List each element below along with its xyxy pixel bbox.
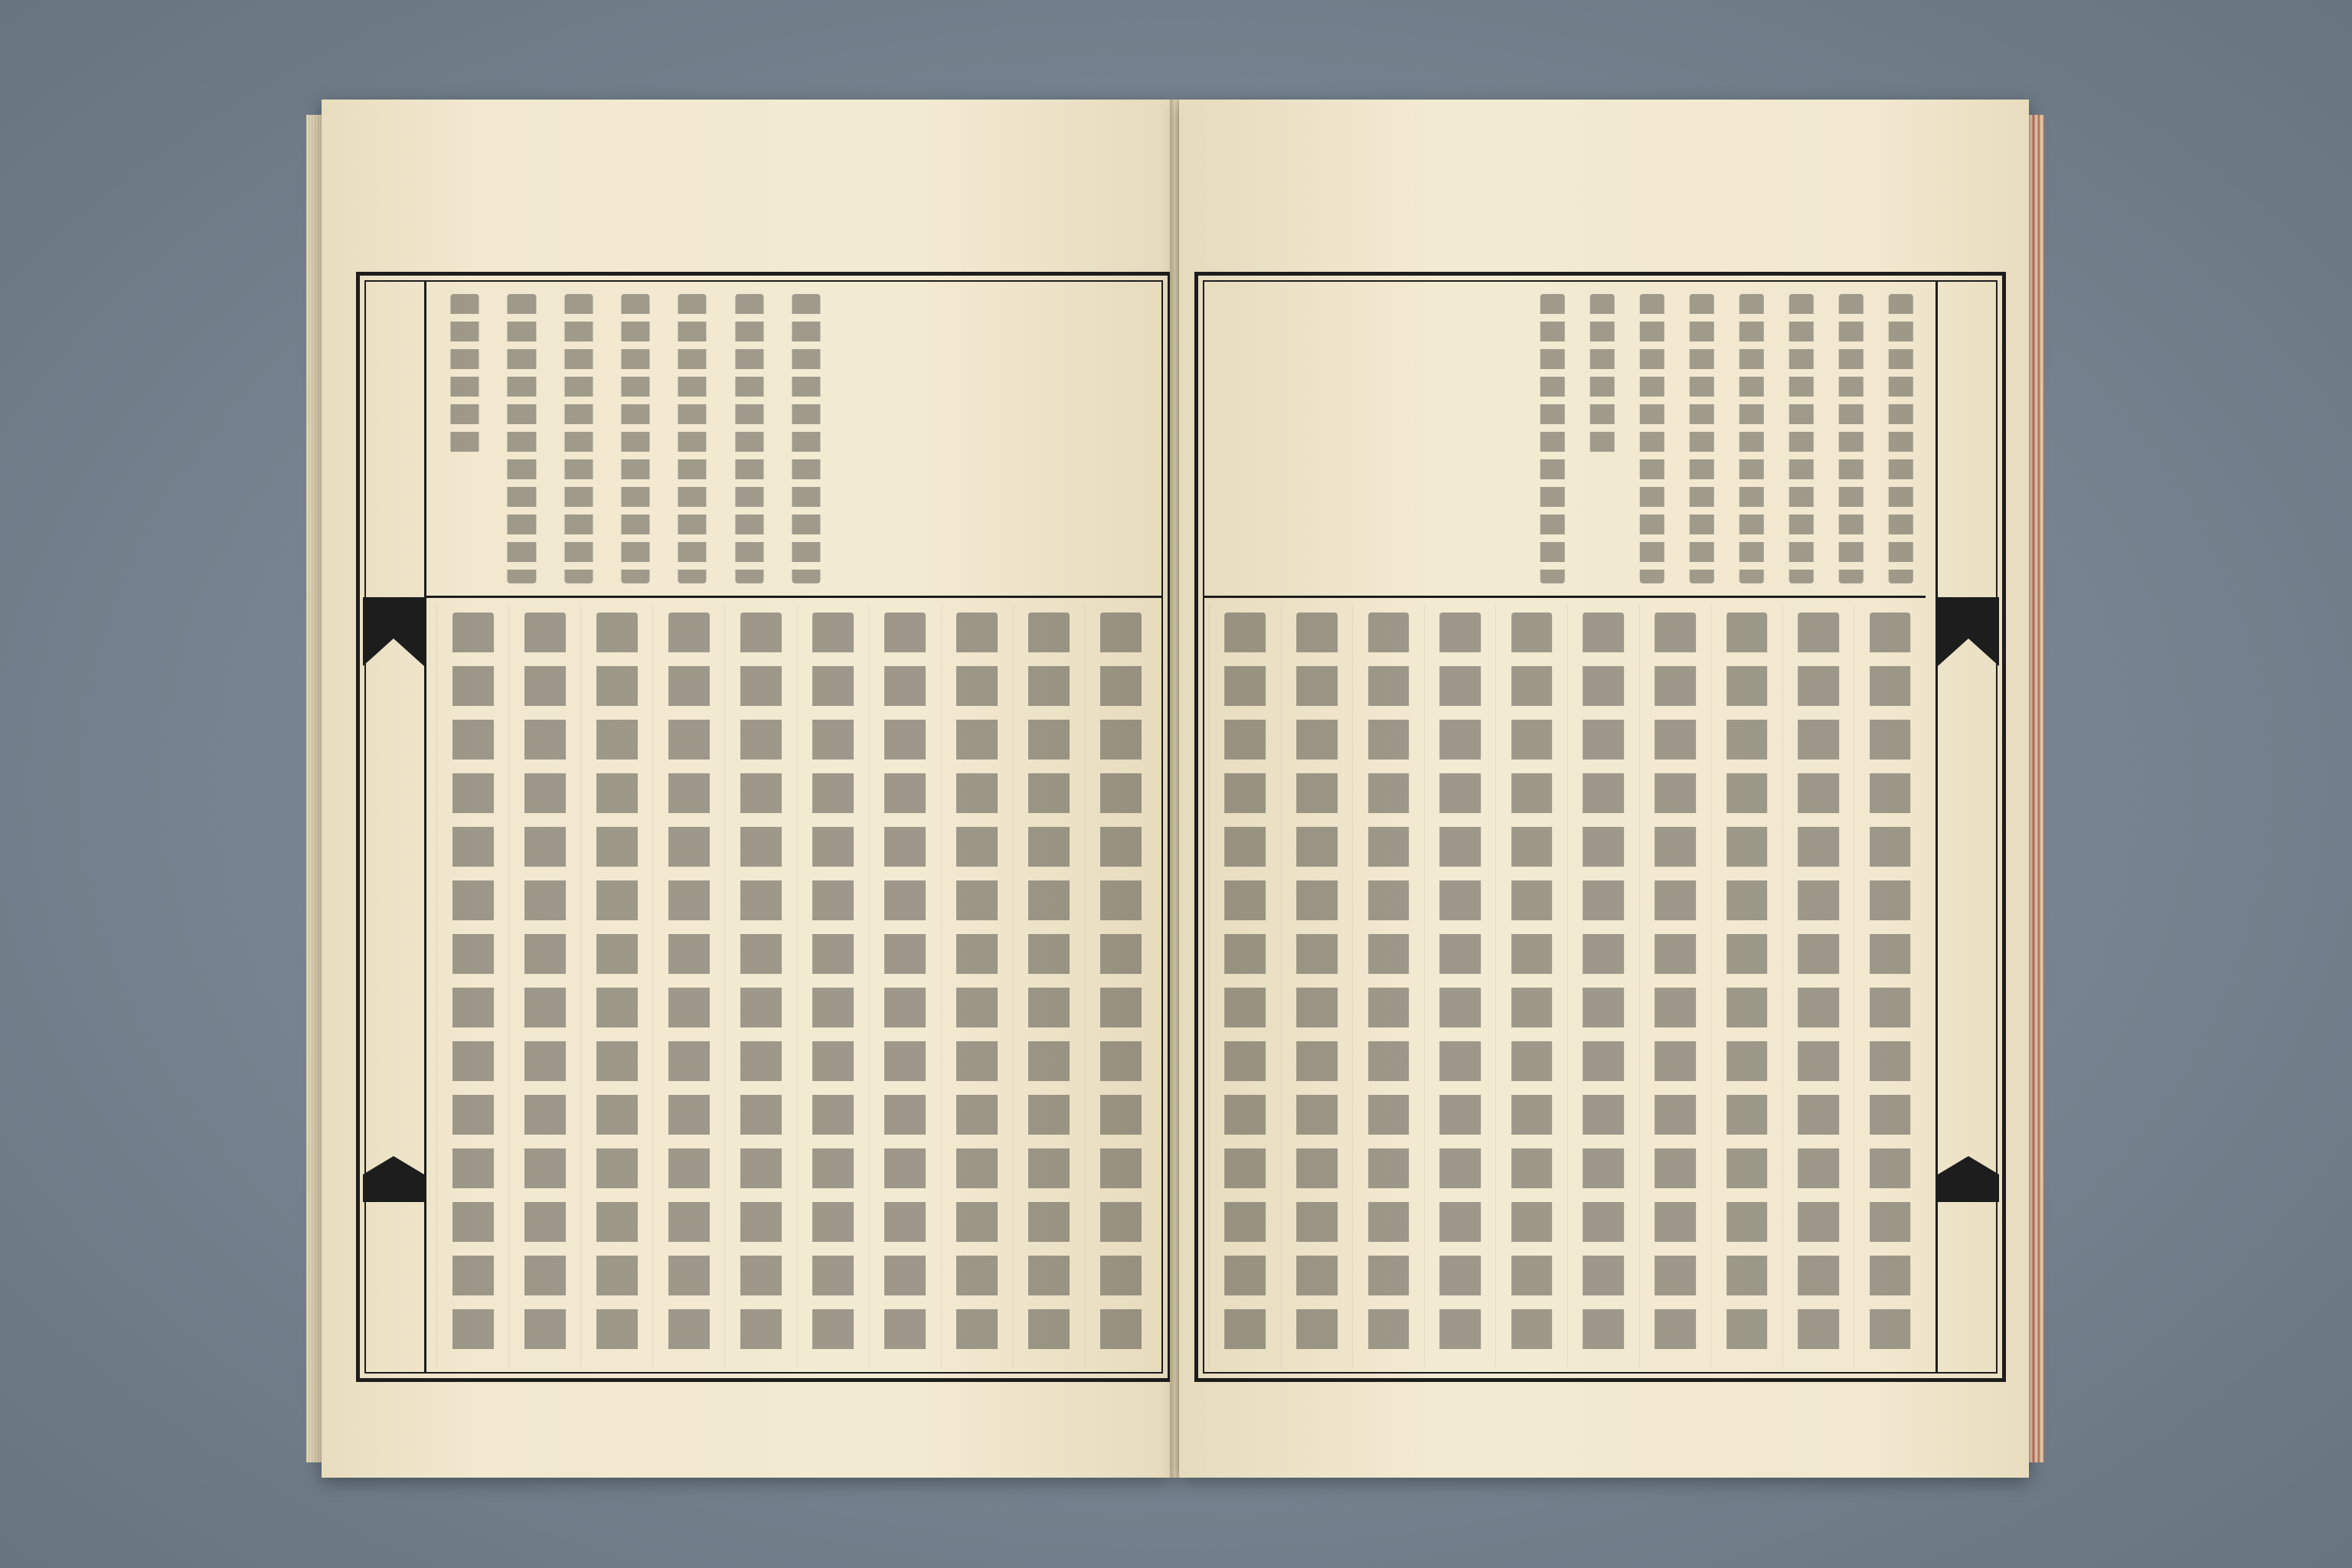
text-column — [452, 612, 494, 1360]
commentary-column — [1639, 294, 1664, 583]
commentary-column — [735, 294, 763, 583]
text-column — [1511, 612, 1553, 1360]
commentary-column — [1689, 294, 1714, 583]
text-column — [668, 612, 710, 1360]
commentary-column — [564, 294, 593, 583]
right-header-divider — [1203, 596, 1926, 598]
text-column — [1655, 612, 1696, 1360]
text-column — [740, 612, 782, 1360]
right-body-text — [1209, 605, 1926, 1367]
commentary-column — [792, 294, 820, 583]
left-margin-column — [363, 280, 426, 1374]
text-column — [1798, 612, 1839, 1360]
left-commentary-block — [436, 286, 835, 591]
commentary-column — [508, 294, 536, 583]
text-column — [812, 612, 854, 1360]
text-column — [1100, 612, 1142, 1360]
left-page — [322, 100, 1171, 1478]
right-page-frame — [1194, 272, 2006, 1382]
left-page-frame — [356, 272, 1171, 1382]
text-column — [956, 612, 998, 1360]
commentary-column — [1838, 294, 1864, 583]
text-column — [596, 612, 638, 1360]
left-body-text — [436, 605, 1157, 1367]
commentary-column — [1888, 294, 1913, 583]
commentary-column — [1739, 294, 1764, 583]
commentary-column — [1788, 294, 1814, 583]
commentary-column — [1540, 294, 1565, 583]
text-column — [884, 612, 926, 1360]
text-column — [1870, 612, 1911, 1360]
text-column — [1296, 612, 1338, 1360]
commentary-column — [621, 294, 649, 583]
commentary-column — [1589, 294, 1615, 454]
right-margin-column — [1936, 280, 1999, 1374]
right-page — [1179, 100, 2029, 1478]
text-column — [1726, 612, 1768, 1360]
commentary-column — [451, 294, 479, 454]
text-column — [1368, 612, 1410, 1360]
text-column — [1439, 612, 1481, 1360]
commentary-column — [678, 294, 707, 583]
open-book — [306, 92, 2044, 1501]
right-commentary-block — [1527, 286, 1926, 591]
text-column — [1028, 612, 1070, 1360]
text-column — [1583, 612, 1624, 1360]
text-column — [1225, 612, 1266, 1360]
text-column — [524, 612, 566, 1360]
left-header-divider — [425, 596, 1163, 598]
